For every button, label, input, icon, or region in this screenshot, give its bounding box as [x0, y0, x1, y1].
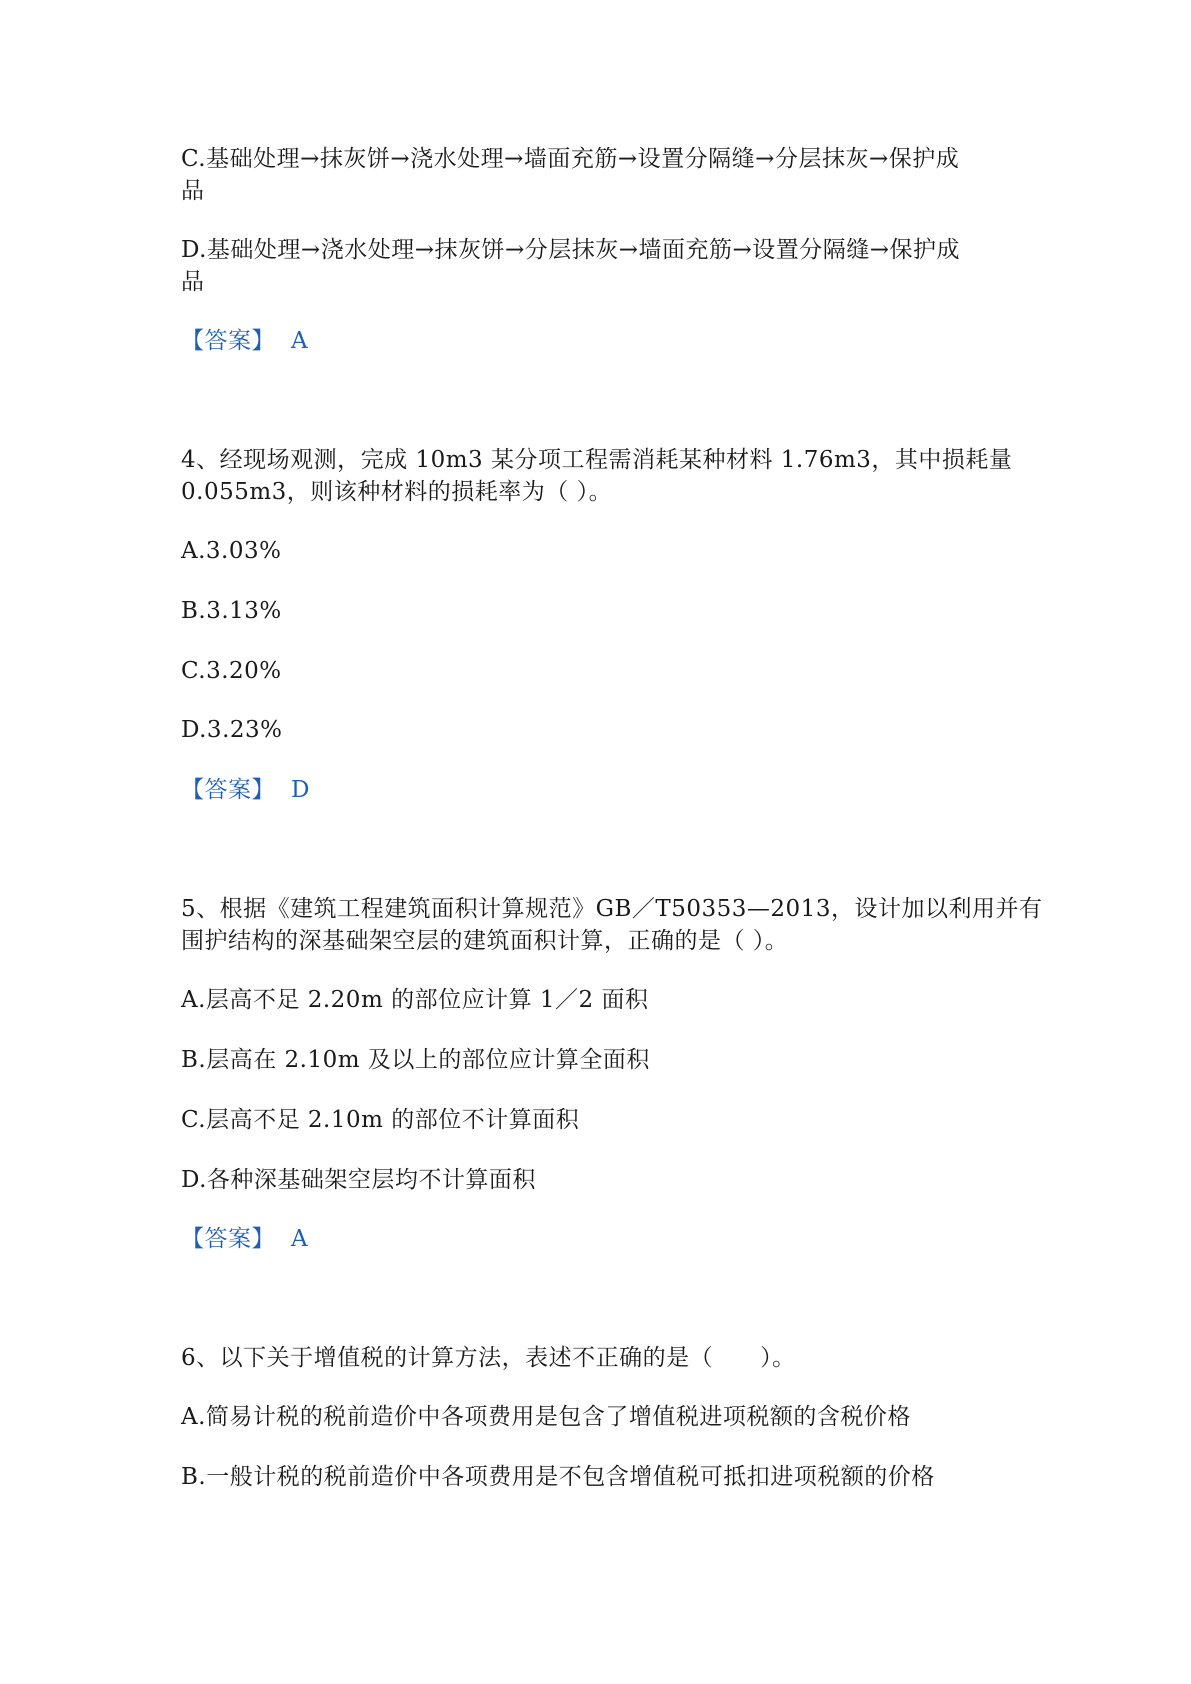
q6-stem-line1: 6、以下关于增值税的计算方法，表述不正确的是（ ）。: [181, 1345, 796, 1371]
q5-option-a: A.层高不足 2.20m 的部位应计算 1／2 面积: [181, 987, 649, 1013]
q5-answer-label: 【答案】: [181, 1226, 275, 1252]
q6-option-a: A.简易计税的税前造价中各项费用是包含了增值税进项税额的含税价格: [181, 1404, 911, 1430]
q4-answer: [181, 774, 310, 806]
q3-option-c-line2: 品: [181, 178, 205, 204]
q3-option-d-line1: D.基础处理→浇水处理→抹灰饼→分层抹灰→墙面充筋→设置分隔缝→保护成: [181, 237, 961, 263]
q4-option-a: A.3.03%: [181, 538, 282, 564]
q3-option-c-line1: C.基础处理→抹灰饼→浇水处理→墙面充筋→设置分隔缝→分层抹灰→保护成: [181, 146, 960, 172]
q3-answer-value: A: [291, 328, 309, 354]
q5-option-d: D.各种深基础架空层均不计算面积: [181, 1167, 536, 1193]
q3-answer-label: 【答案】: [181, 328, 275, 354]
q5-stem-line2: 围护结构的深基础架空层的建筑面积计算，正确的是（ ）。: [181, 928, 789, 954]
q4-option-b: B.3.13%: [181, 598, 282, 624]
q4-stem-line1: 4、经现场观测，完成 10m3 某分项工程需消耗某种材料 1.76m3，其中损耗量: [181, 447, 1013, 473]
q4-option-c: C.3.20%: [181, 658, 282, 684]
q3-option-d-line2: 品: [181, 269, 205, 295]
q5-answer: [181, 1223, 308, 1255]
q4-answer-label: 【答案】: [181, 777, 275, 803]
q5-option-c: C.层高不足 2.10m 的部位不计算面积: [181, 1107, 580, 1133]
q4-option-d: D.3.23%: [181, 717, 283, 743]
q3-answer: [181, 325, 308, 357]
q5-option-b: B.层高在 2.10m 及以上的部位应计算全面积: [181, 1047, 650, 1073]
q4-answer-value: D: [291, 777, 310, 803]
q5-answer-value: A: [291, 1226, 309, 1252]
q4-stem-line2: 0.055m3，则该种材料的损耗率为（ ）。: [181, 479, 613, 505]
q5-stem-line1: 5、根据《建筑工程建筑面积计算规范》GB／T50353—2013，设计加以利用并有: [181, 896, 1043, 922]
q6-option-b: B.一般计税的税前造价中各项费用是不包含增值税可抵扣进项税额的价格: [181, 1464, 935, 1490]
